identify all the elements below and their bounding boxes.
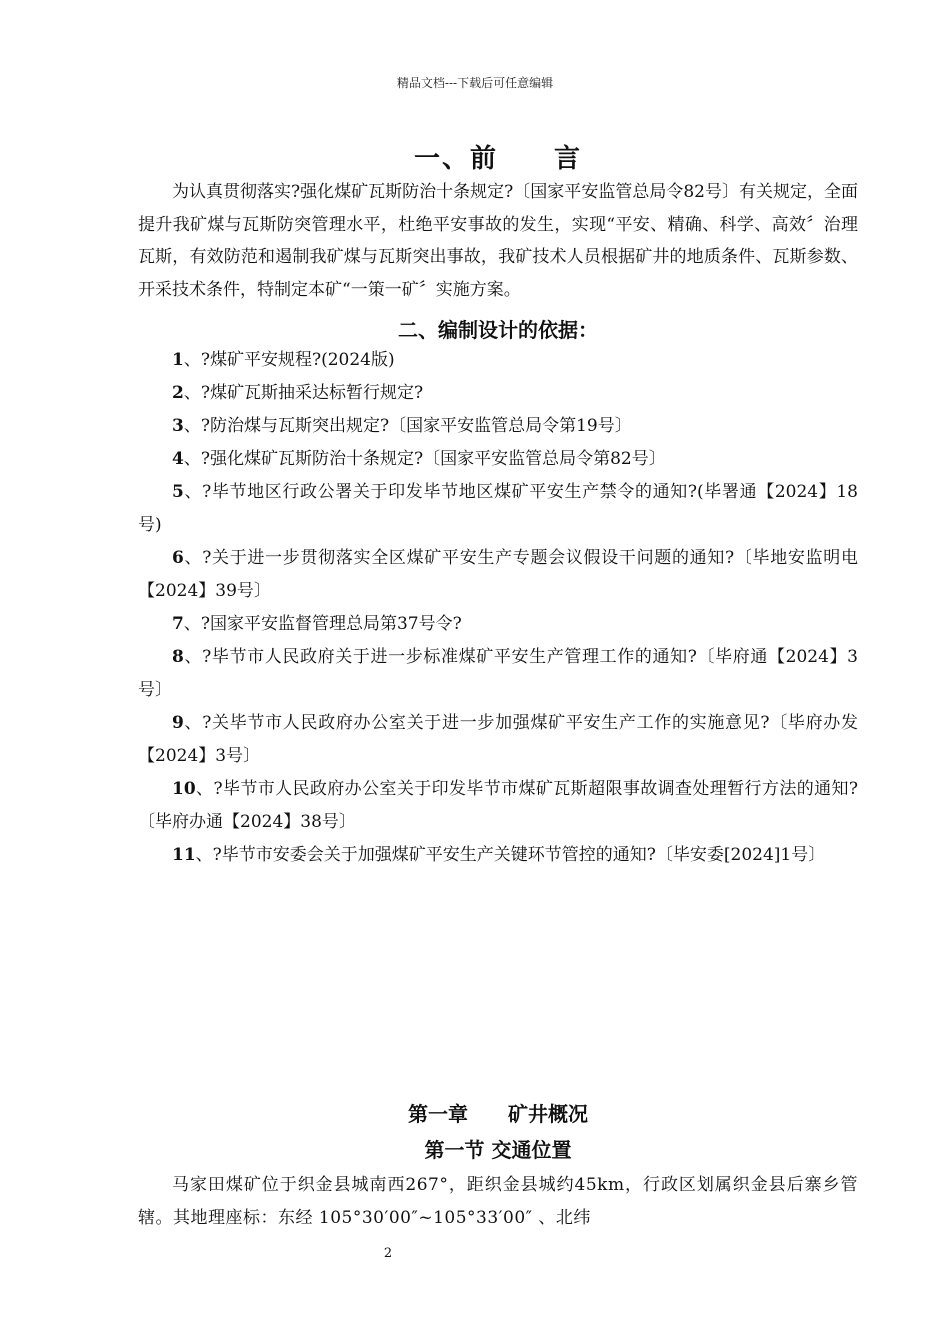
basis-item-text: 、?国家平安监督管理总局第37号令? [183, 614, 462, 634]
section-title-preface: 一、前 言 [413, 144, 582, 174]
chapter-section-title: 第一节 交通位置 [424, 1138, 572, 1162]
basis-item-number: 5 [172, 482, 184, 502]
basis-item-text: 、?毕节市人民政府办公室关于印发毕节市煤矿瓦斯超限事故调查处理暂行方法的通知?〔毕府办通【2024】38号〕 [138, 779, 858, 832]
section-title-basis: 二、编制设计的依据： [398, 318, 598, 342]
basis-item [138, 641, 858, 706]
basis-item-text: 、?强化煤矿瓦斯防治十条规定?〔国家平安监管总局令第82号〕 [183, 449, 666, 469]
basis-item [138, 707, 858, 772]
basis-item-number: 9 [172, 713, 184, 733]
chapter-title: 第一章 矿井概况 [408, 1102, 588, 1126]
basis-item-number: 1 [172, 350, 184, 370]
basis-item-number: 11 [172, 845, 196, 865]
basis-item [138, 839, 858, 872]
basis-item-text: 、?防治煤与瓦斯突出规定?〔国家平安监管总局令第19号〕 [183, 416, 632, 436]
basis-item-text: 、?煤矿瓦斯抽采达标暂行规定? [183, 383, 424, 403]
basis-item-text: 、?关毕节市人民政府办公室关于进一步加强煤矿平安生产工作的实施意见?〔毕府办发【2024】3号〕 [138, 713, 858, 766]
basis-item [138, 542, 858, 607]
basis-item [138, 344, 858, 377]
basis-item-number: 4 [172, 449, 184, 469]
basis-item-text: 、?关于进一步贯彻落实全区煤矿平安生产专题会议假设干问题的通知?〔毕地安监明电【2024】39号〕 [138, 548, 858, 601]
basis-item-number: 7 [172, 614, 184, 634]
basis-item-text: 、?毕节地区行政公署关于印发毕节地区煤矿平安生产禁令的通知?(毕署通【2024】18号) [138, 482, 858, 535]
basis-item [138, 377, 858, 410]
basis-item [138, 476, 858, 541]
basis-item-text: 、?煤矿平安规程?(2024版) [183, 350, 395, 370]
basis-item-number: 2 [172, 383, 184, 403]
page-number: 2 [383, 1246, 393, 1261]
basis-item [138, 443, 858, 476]
basis-item-number: 3 [172, 416, 184, 436]
preface-paragraph: 为认真贯彻落实?强化煤矿瓦斯防治十条规定?〔国家平安监管总局令82号〕有关规定，全面提升我矿煤与瓦斯防突管理水平，杜绝平安事故的发生，实现“平安、精确、科学、高效〞治理瓦斯，有效防范和遏制我矿煤与瓦斯突出事故，我矿技术人员根据矿井的地质条件、瓦斯参数、开采技术条件，特制定本矿“一策一矿〞实施方案。 [138, 182, 858, 300]
page-header: 精品文档---下载后可任意编辑 [396, 76, 554, 90]
basis-item-text: 、?毕节市人民政府关于进一步标准煤矿平安生产管理工作的通知?〔毕府通【2024】3号〕 [138, 647, 858, 700]
basis-item-number: 8 [172, 647, 184, 667]
basis-item-number: 6 [172, 548, 184, 568]
basis-item [138, 773, 858, 838]
basis-item [138, 410, 858, 443]
basis-item [138, 608, 858, 641]
basis-item-text: 、?毕节市安委会关于加强煤矿平安生产关键环节管控的通知?〔毕安委[2024]1号〕 [195, 845, 826, 865]
location-paragraph: 马家田煤矿位于织金县城南西267°，距织金县城约45km，行政区划属织金县后寨乡管辖。其地理座标：东经 105°30′00″~105°33′00″ 、北纬 [138, 1175, 858, 1228]
basis-item-number: 10 [172, 779, 196, 799]
